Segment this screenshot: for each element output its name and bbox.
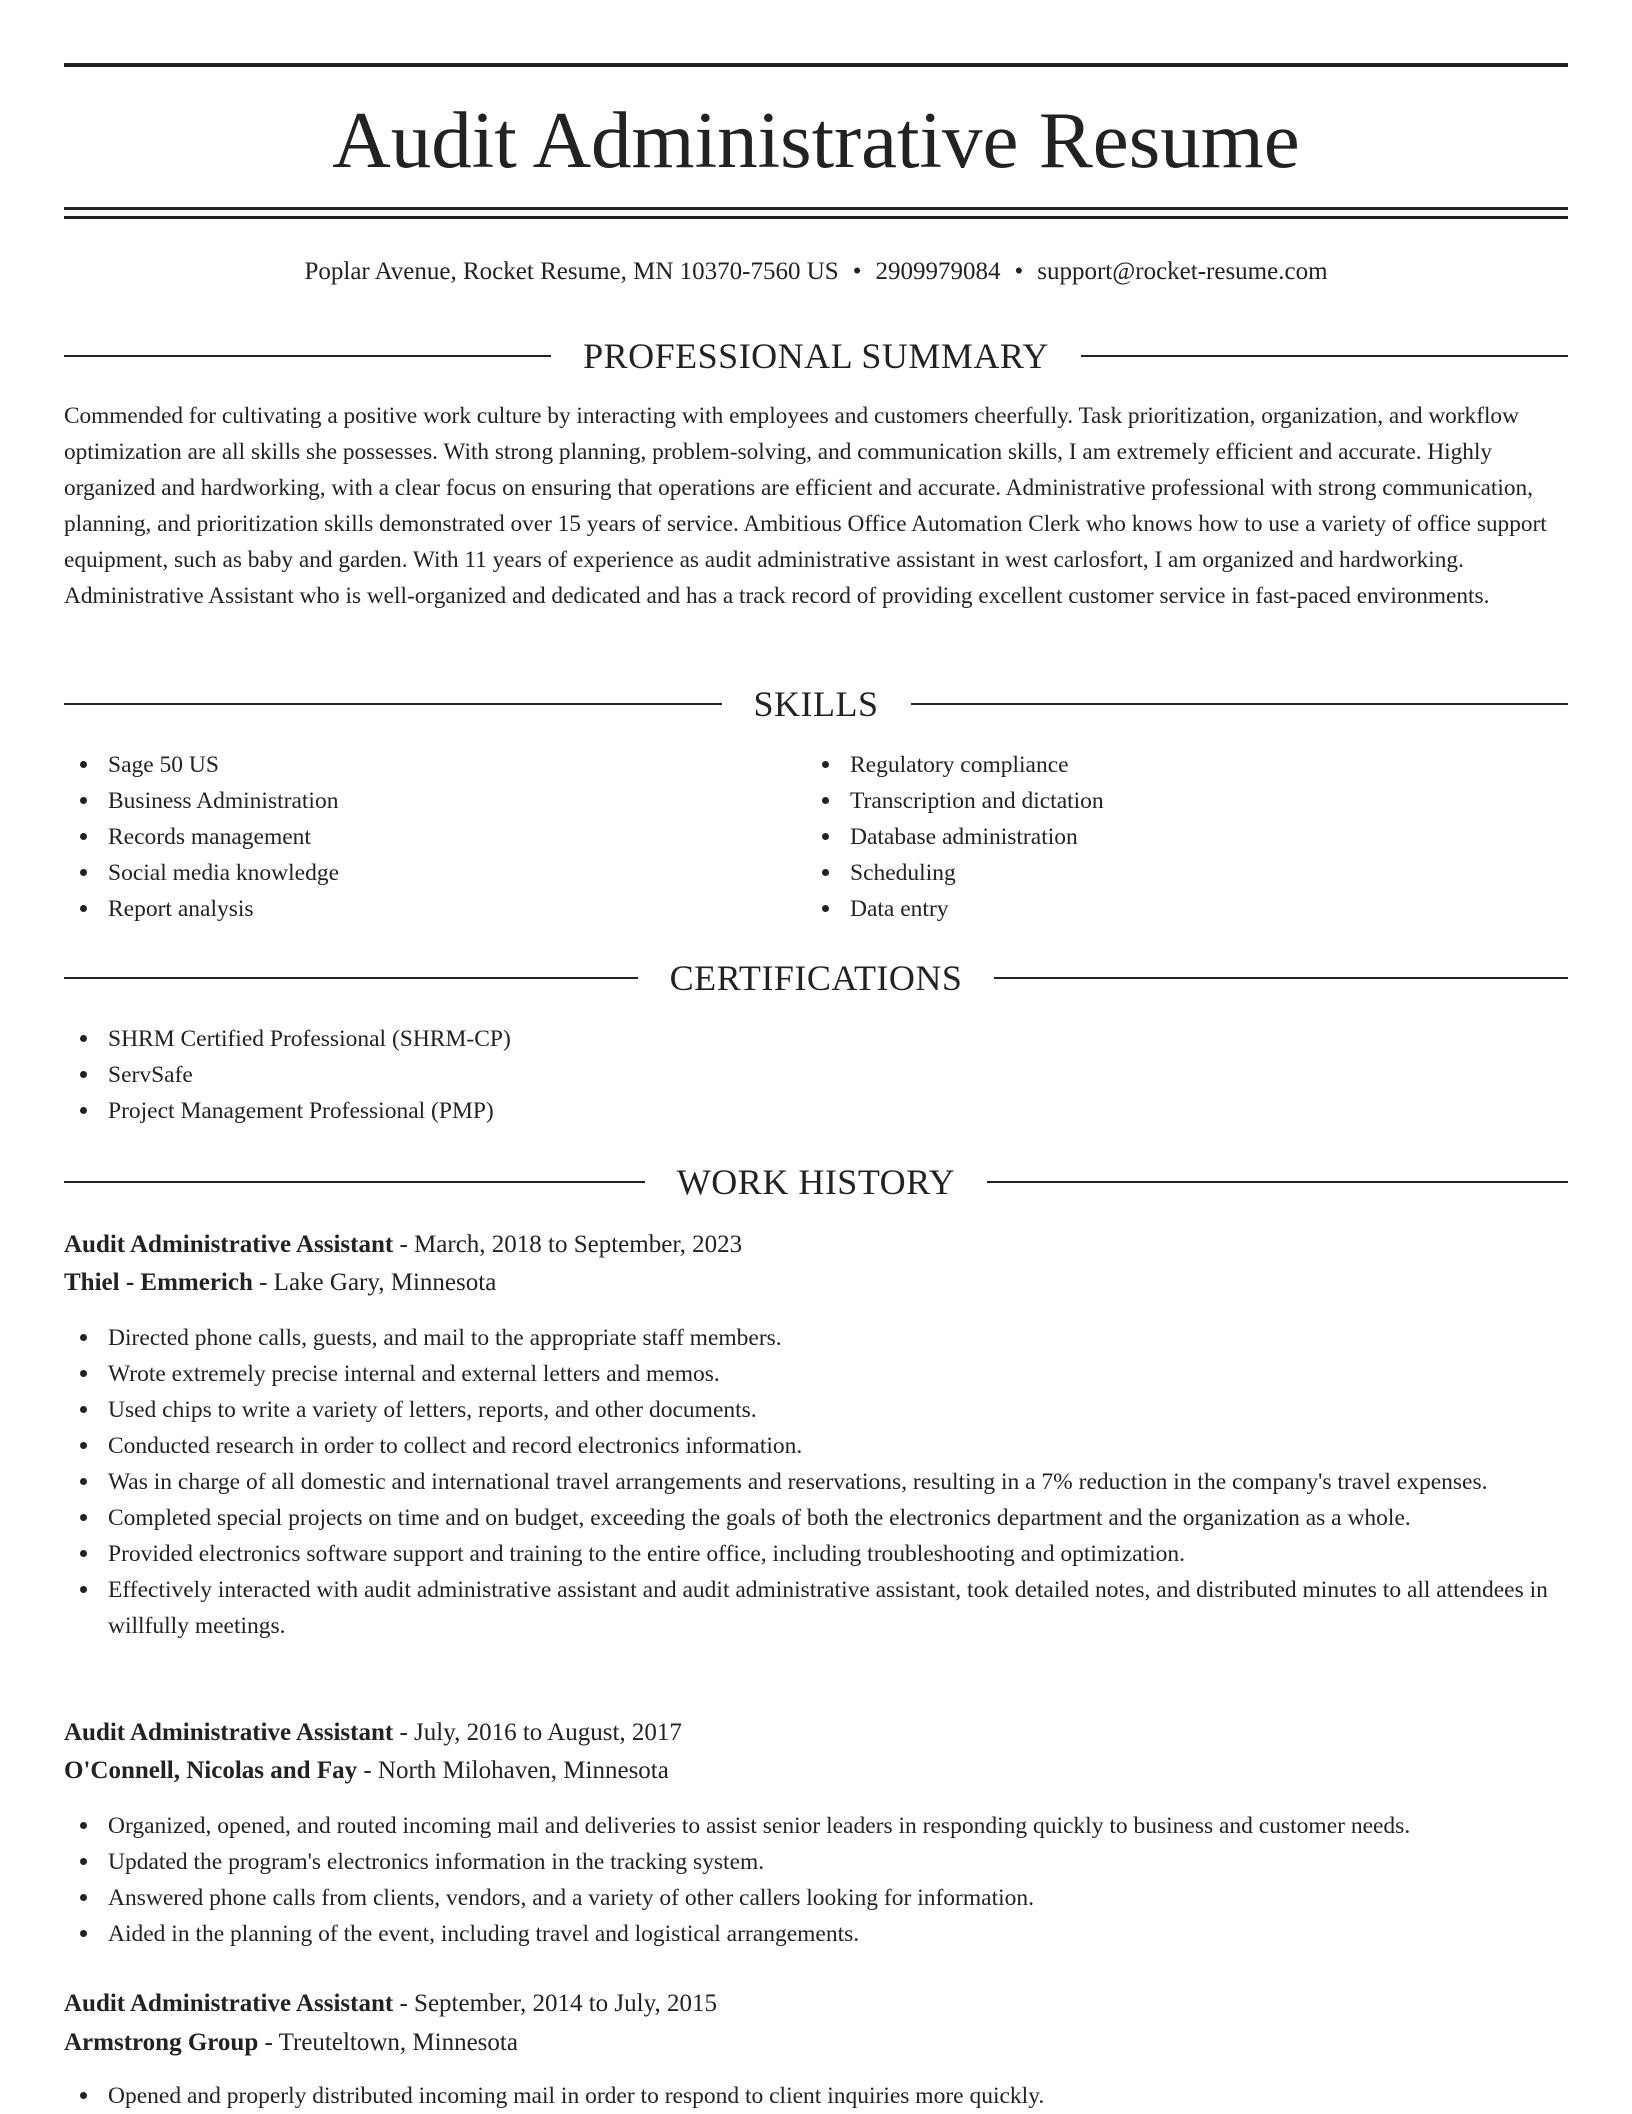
job-duty-item: Opened and properly distributed incoming mail in order to respond to client inquiries more quickly. xyxy=(64,2078,1568,2114)
job-duty-item: Updated the program's electronics information in the tracking system. xyxy=(64,1844,1568,1880)
title-double-rule-bottom xyxy=(64,216,1568,219)
heading-rule-right xyxy=(911,703,1569,705)
job-title: Audit Administrative Assistant xyxy=(64,1990,394,2017)
certification-item: ServSafe xyxy=(64,1057,1568,1093)
job-company-line xyxy=(64,1752,1568,1790)
job-duty-item: Used chips to write a variety of letters, reports, and other documents. xyxy=(64,1392,1568,1428)
heading-rule-left xyxy=(64,977,638,979)
skill-item: Report analysis xyxy=(64,891,804,927)
heading-rule-right xyxy=(1081,355,1568,357)
work-history-section-heading xyxy=(64,1160,1568,1204)
job-location: - Treuteltown, Minnesota xyxy=(258,2029,518,2056)
job-company-line xyxy=(64,1264,1568,1302)
job-company: Armstrong Group xyxy=(64,2029,259,2056)
job-duty-item: Conducted research in order to collect and record electronics information. xyxy=(64,1428,1568,1464)
job-company: O'Connell, Nicolas and Fay xyxy=(64,1757,358,1784)
summary-section-heading xyxy=(64,334,1568,378)
certifications-section-heading xyxy=(64,956,1568,1000)
job-title: Audit Administrative Assistant xyxy=(64,1719,394,1746)
heading-rule-right xyxy=(994,977,1568,979)
job-duty-item: Provided electronics software support and training to the entire office, including troubleshooting and optimization. xyxy=(64,1536,1568,1572)
job-location: - Lake Gary, Minnesota xyxy=(252,1269,497,1296)
job-dates: - July, 2016 to August, 2017 xyxy=(393,1719,682,1746)
skill-item: Transcription and dictation xyxy=(806,783,1546,819)
job-duty-item: Directed phone calls, guests, and mail to the appropriate staff members. xyxy=(64,1320,1568,1356)
skill-item: Records management xyxy=(64,819,804,855)
job-duties-list xyxy=(64,2078,1568,2114)
contact-line xyxy=(0,254,1632,290)
skills-section-heading xyxy=(64,682,1568,726)
skill-item: Business Administration xyxy=(64,783,804,819)
skills-list-right xyxy=(806,747,1546,927)
contact-phone: 2909979084 xyxy=(875,258,1001,285)
skill-item: Database administration xyxy=(806,819,1546,855)
job-duties-list xyxy=(64,1320,1568,1644)
skill-item: Social media knowledge xyxy=(64,855,804,891)
certifications-list xyxy=(64,1021,1568,1129)
job-company-line xyxy=(64,2024,1568,2062)
contact-separator: • xyxy=(1014,258,1024,285)
job-duty-item: Wrote extremely precise internal and external letters and memos. xyxy=(64,1356,1568,1392)
job-title: Audit Administrative Assistant xyxy=(64,1231,394,1258)
heading-rule-left xyxy=(64,1181,645,1183)
contact-address: Poplar Avenue, Rocket Resume, MN 10370-7560 US xyxy=(304,258,839,285)
heading-rule-left xyxy=(64,355,551,357)
certification-item: SHRM Certified Professional (SHRM-CP) xyxy=(64,1021,1568,1057)
job-duty-item: Answered phone calls from clients, vendors, and a variety of other callers looking for information. xyxy=(64,1880,1568,1916)
skill-item: Data entry xyxy=(806,891,1546,927)
job-duty-item: Was in charge of all domestic and international travel arrangements and reservations, resulting in a 7% reduction in the company's travel expenses. xyxy=(64,1464,1568,1500)
summary-heading: PROFESSIONAL SUMMARY xyxy=(583,336,1049,376)
resume-title: Audit Administrative Resume xyxy=(332,95,1300,185)
summary-text: Commended for cultivating a positive work culture by interacting with employees and customers cheerfully. Task prioritization, organization, and workflow optimization are all skills she possesses. With strong planning, problem-solving, and communication skills, I am extremely efficient and accurate. Highly organized and hardworking, with a clear focus on ensuring that operations are efficient and accurate. Administrative professional with strong communication, planning, and prioritization skills demonstrated over 15 years of service. Ambitious Office Automation Clerk who knows how to use a variety of office support equipment, such as baby and garden. With 11 years of experience as audit administrative assistant in west carlosfort, I am organized and hardworking. Administrative Assistant who is well-organized and dedicated and has a track record of providing excellent customer service in fast-paced environments. xyxy=(64,403,1547,609)
contact-email: support@rocket-resume.com xyxy=(1037,258,1328,285)
job-title-line xyxy=(64,1714,1568,1752)
heading-rule-left xyxy=(64,703,722,705)
job-duty-item: Aided in the planning of the event, including travel and logistical arrangements. xyxy=(64,1916,1568,1952)
job-company: Thiel - Emmerich xyxy=(64,1269,253,1296)
certification-item: Project Management Professional (PMP) xyxy=(64,1093,1568,1129)
job-duty-item: Completed special projects on time and on budget, exceeding the goals of both the electronics department and the organization as a whole. xyxy=(64,1500,1568,1536)
top-rule xyxy=(64,63,1568,67)
contact-separator: • xyxy=(852,258,862,285)
job-title-line xyxy=(64,1985,1568,2023)
skills-heading: SKILLS xyxy=(753,684,879,724)
job-duties-list xyxy=(64,1808,1568,1952)
job-duty-item: Effectively interacted with audit administrative assistant and audit administrative assistant, took detailed notes, and distributed minutes to all attendees in willfully meetings. xyxy=(64,1572,1568,1644)
job-location: - North Milohaven, Minnesota xyxy=(357,1757,669,1784)
skills-list-left xyxy=(64,747,804,927)
job-dates: - September, 2014 to July, 2015 xyxy=(393,1990,717,2017)
job-dates: - March, 2018 to September, 2023 xyxy=(393,1231,743,1258)
job-title-line xyxy=(64,1226,1568,1264)
skill-item: Regulatory compliance xyxy=(806,747,1546,783)
skill-item: Scheduling xyxy=(806,855,1546,891)
heading-rule-right xyxy=(987,1181,1568,1183)
job-duty-item: Organized, opened, and routed incoming mail and deliveries to assist senior leaders in responding quickly to business and customer needs. xyxy=(64,1808,1568,1844)
skill-item: Sage 50 US xyxy=(64,747,804,783)
certifications-heading: CERTIFICATIONS xyxy=(669,958,963,998)
title-double-rule-top xyxy=(64,207,1568,210)
work-history-heading: WORK HISTORY xyxy=(676,1162,956,1202)
